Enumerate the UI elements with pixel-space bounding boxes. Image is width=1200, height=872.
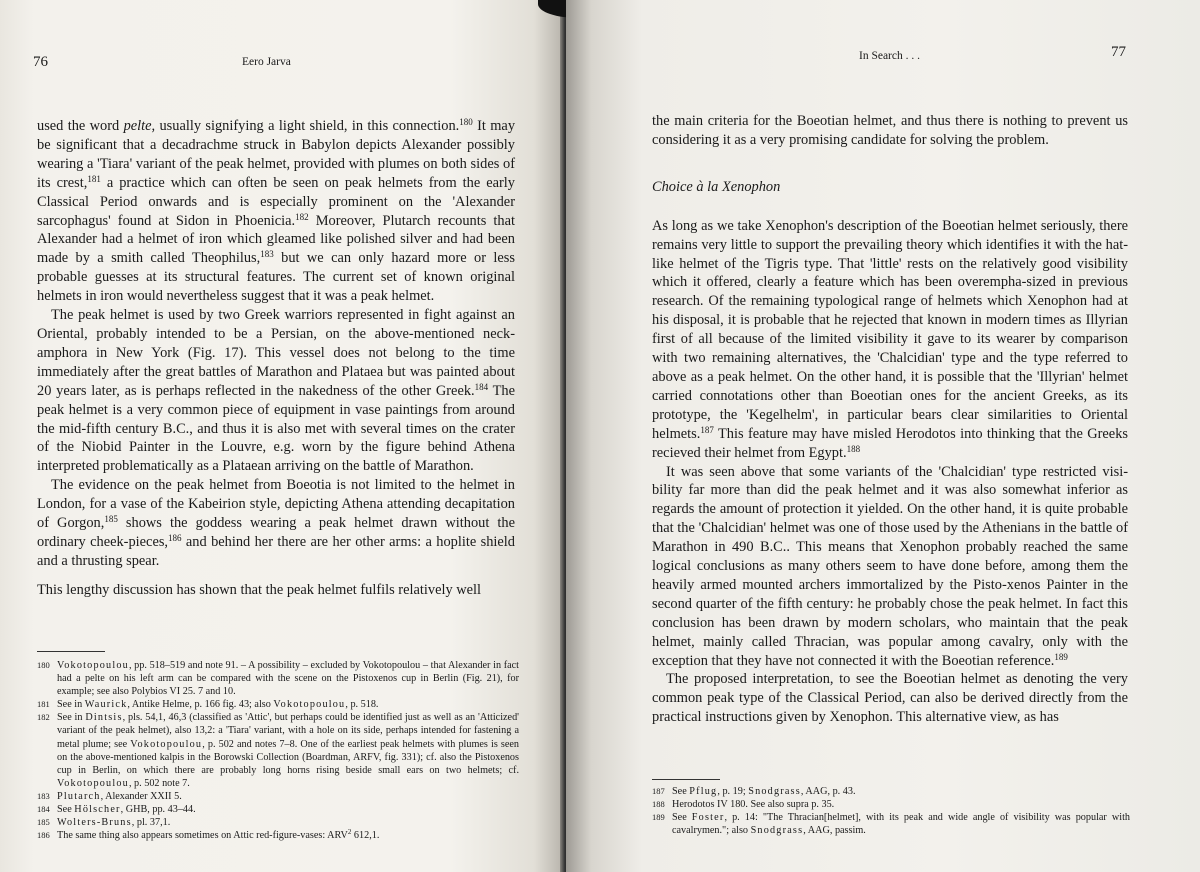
text-run: , AAG, p. 43. xyxy=(800,786,856,797)
text-run: , pls. 54,1, 46,3 (classified as 'Attic', but perhaps could be identified just as well as an 'Atticized' variant of the peak helmet), also 13,2: a 'Tiara' variant, with a hole on its side, perhaps intended for fastening a metal plume; see xyxy=(57,712,520,750)
text-run: , pl. 37,1. xyxy=(131,817,171,829)
author-name: Vokotopoulou xyxy=(57,660,129,671)
page-number: 77 xyxy=(1111,44,1126,60)
footnote-ref: 183 xyxy=(260,249,274,260)
footnote-ref: 182 xyxy=(295,211,309,222)
footnote xyxy=(652,785,1130,798)
text-run: Herodotos IV 180. See also supra p. 35. xyxy=(672,799,835,811)
text-run: , p. 14: "The Thracian[helmet], with its peak and wide angle of visibility was popular with cavalrymen."; also xyxy=(672,812,1130,837)
author-name: Snodgrass xyxy=(750,825,804,837)
page-number: 76 xyxy=(33,54,48,70)
text-run: but we can only hazard more or less probable guesses at its structural features. The current set of known original helmets in iron would nevertheless suggest that it was a peak helmet. xyxy=(37,250,515,305)
text-run: The peak helmet is used by two Greek warriors represented in fight against an Oriental, probably intended to be a Persian, on the above-mentioned neck-amphora in New York (Fig. 17). This vessel does not belong to the time immediately after the great battles of Marathon and Plataea but was painted about 20 years later, as is perhaps reflected in the nakedness of the other Greek. xyxy=(37,307,515,399)
text-run: , p. 518. xyxy=(345,699,379,711)
footnote xyxy=(37,790,519,803)
footnote xyxy=(37,816,519,829)
footnote-ref: 180 xyxy=(459,117,473,127)
paragraph xyxy=(37,581,515,600)
text-run: The peak helmet is a very common piece of equipment in vase paintings from around the mid-fifth century B.C., and thus it is also met with several times on the crater of the Niobid Painter in the Louvre, e.g. worn by the figure behind Athena interpreted problematically as a Plataean arriving on the battle of Marathon. xyxy=(37,382,515,475)
footnote xyxy=(37,659,519,698)
author-name: Dintsis xyxy=(85,712,123,724)
author-name: Waurick xyxy=(84,699,128,711)
paragraph xyxy=(37,306,515,476)
footnote-rule xyxy=(37,651,105,652)
author-name: Wolters-Bruns xyxy=(57,817,132,829)
footnote-ref: 187 xyxy=(700,424,714,435)
text-run: This lengthy discussion has shown that the peak helmet fulfils relatively well xyxy=(37,581,482,598)
text-run: It was seen above that some variants of the 'Chalcidian' type restricted visi-bility far more than did the peak helmet and it was also somewhat inferior as regards the amount of protection it yielded. On the other hand, it is quite probable that the 'Chalcidian' helmet was one of those used by the Athenians in the battle of Marathon in 490 B.C.. This means that Xenophon probably reached the same logical conclusions as many others seem to have done before, among them the heavily armed mounted archers immortalized by the Pisto-xenos Painter in the second quarter of the fifth century: he probably chose the peak helmet. In fact this conclusion has been drawn by modern scholars, who maintain that the peak helmet, mainly called Thracian, was popular among cavalry, only with the exception that they have not connected it with the Boeotian reference. xyxy=(652,463,1128,669)
footnotes xyxy=(652,785,1130,837)
footnote-ref: 188 xyxy=(846,443,861,454)
text-run: usually signifying a light shield, in this connection. xyxy=(155,118,460,134)
footnote-ref: 184 xyxy=(474,381,489,392)
left-page xyxy=(0,0,562,872)
footnotes xyxy=(37,659,519,842)
text-run: It may be significant that a decadrachme struck in Babylon depicts Alexander possibly wearing a 'Tiara' variant of the peak helmet, provided with plumes on both sides of its crest, xyxy=(37,118,516,191)
footnote-rule xyxy=(652,779,720,780)
footnote-number: 184 xyxy=(37,804,50,815)
paragraph xyxy=(37,117,515,306)
text-run: , GHB, pp. 43–44. xyxy=(120,804,196,816)
footnote-number: 180 xyxy=(37,660,50,670)
author-name: Plutarch xyxy=(57,790,101,802)
footnote-number: 183 xyxy=(37,790,50,801)
footnote-ref: 2 xyxy=(347,828,352,837)
text-run: See xyxy=(57,804,75,816)
text-run: , p. 19; xyxy=(717,786,749,797)
paragraph xyxy=(37,476,515,571)
author-name: Snodgrass xyxy=(748,786,801,797)
author-name: Vokotopoulou xyxy=(57,777,129,789)
footnote-number: 187 xyxy=(652,786,665,796)
text-run: This feature may have misled Herodotos into thinking that the Greeks recieved their helmet from Egypt. xyxy=(652,425,1128,461)
italic-term: pelte, xyxy=(123,118,156,134)
author-name: Hölscher xyxy=(74,804,121,816)
author-name: Pflug xyxy=(689,786,718,797)
footnote-number: 189 xyxy=(652,812,665,823)
body-text xyxy=(652,112,1128,727)
text-run: , AAG, passim. xyxy=(803,825,866,837)
text-run: , p. 502 note 7. xyxy=(128,777,190,789)
right-page xyxy=(566,0,1200,872)
text-run: , Alexander XXII 5. xyxy=(100,790,182,802)
footnote xyxy=(652,811,1130,837)
author-name: Vokotopoulou xyxy=(130,738,203,750)
text-run: , p. 502 and notes 7–8. One of the earliest peak helmets with plumes is seen on the above-mentioned kalpis in the Borowski Collection (Boardman, ARFV, fig. 331); cf. also the Pistoxenos cup in Berlin, on which there are probably long horns rising beside small ears on two helmets; cf. xyxy=(57,738,520,776)
section-heading: Choice à la Xenophon xyxy=(652,178,781,195)
footnote-number: 186 xyxy=(37,830,50,841)
footnote xyxy=(37,698,519,711)
paragraph xyxy=(652,112,1128,150)
footnote-number: 185 xyxy=(37,817,50,828)
paragraph xyxy=(652,463,1128,671)
body-text xyxy=(37,117,515,600)
text-run: a practice which can often be seen on peak helmets from the early Classical Period onwards and is especially prominent on the 'Alexander sarcophagus' found at Sidon in Phoenicia. xyxy=(37,174,515,229)
footnote xyxy=(37,711,519,790)
footnote xyxy=(37,803,519,816)
text-run: 612,1. xyxy=(351,830,380,842)
footnote-ref: 189 xyxy=(1054,651,1068,662)
text-run: the main criteria for the Boeotian helmet, and thus there is nothing to prevent us considering it as a very promising candidate for solving the problem. xyxy=(652,113,1128,148)
text-run: The same thing also appears sometimes on Attic red-figure-vases: ARV xyxy=(57,830,348,842)
text-run: used the word xyxy=(37,118,124,134)
footnote-number: 188 xyxy=(652,799,665,810)
footnote-ref: 186 xyxy=(168,532,182,543)
text-run: Moreover, Plutarch recounts that Alexander had a helmet of iron which gleamed like polished silver and had been made by a smith called Theophilus, xyxy=(37,212,515,267)
text-run: The evidence on the peak helmet from Boeotia is not limited to the helmet in London, for a vase of the Kabeirion style, depicting Athena attending decapitation of Gorgon, xyxy=(37,477,515,532)
text-run: See xyxy=(672,812,692,824)
footnote-ref: 185 xyxy=(104,514,118,525)
text-run: The proposed interpretation, to see the Boeotian helmet as denoting the very common peak type of the Classical Period, can also be derived directly from the practical instructions given by Xenophon. This alternative view, as has xyxy=(652,671,1128,726)
footnote-ref: 181 xyxy=(87,173,101,184)
footnote xyxy=(652,798,1130,811)
text-run: As long as we take Xenophon's description of the Boeotian helmet seriously, there remains very little to support the prevailing theory which identifies it with the hat-like helmet of the Tigris type. That 'little' rests on the relatively good visibility which it offered, clearly a feature which has been overempha-sized in previous research. Of the remaining typological range of helmets which Xenophon had at his disposal, it is probable that he rejected that known in modern times as Illyrian first of all because of the limited visibility it gave to its wearer by comparison with two remaining alternatives, the 'Chalcidian' type and the type referred to above as a peak helmet. On the other hand, it is possible that the 'Illyrian' helmet carried connotations other than Boeotian ones for the ancient Greeks, as its prototype, the 'Kegelhelm', in particular bears clear similarities to Oriental helmets. xyxy=(652,217,1128,442)
running-head: Eero Jarva xyxy=(242,56,291,68)
footnote xyxy=(37,829,519,842)
text-run: See xyxy=(672,786,690,797)
text-run: , Antike Helme, p. 166 fig. 43; also xyxy=(127,699,274,711)
author-name: Vokotopoulou xyxy=(273,699,346,711)
footnote-number: 182 xyxy=(37,712,50,723)
text-run: See in xyxy=(57,699,85,711)
running-head: In Search . . . xyxy=(859,50,920,62)
paragraph xyxy=(652,217,1128,463)
paragraph xyxy=(652,670,1128,727)
text-run: , pp. 518–519 and note 91. – A possibility – excluded by Vokotopoulou – that Alexander in fact had a pelte on his left arm can be compared with the scene on the Pistoxenos cup in Berlin (Fig. 21), for example; see also Polybios VI 25. 7 and 10. xyxy=(57,660,519,698)
author-name: Foster xyxy=(691,812,725,824)
text-run: See in xyxy=(57,712,86,724)
footnote-number: 181 xyxy=(37,699,50,710)
text-run: and behind her there are her other arms: a hoplite shield and a thrusting spear. xyxy=(37,533,515,569)
text-run: shows the goddess wearing a peak helmet drawn without the ordinary cheek-pieces, xyxy=(37,515,515,550)
